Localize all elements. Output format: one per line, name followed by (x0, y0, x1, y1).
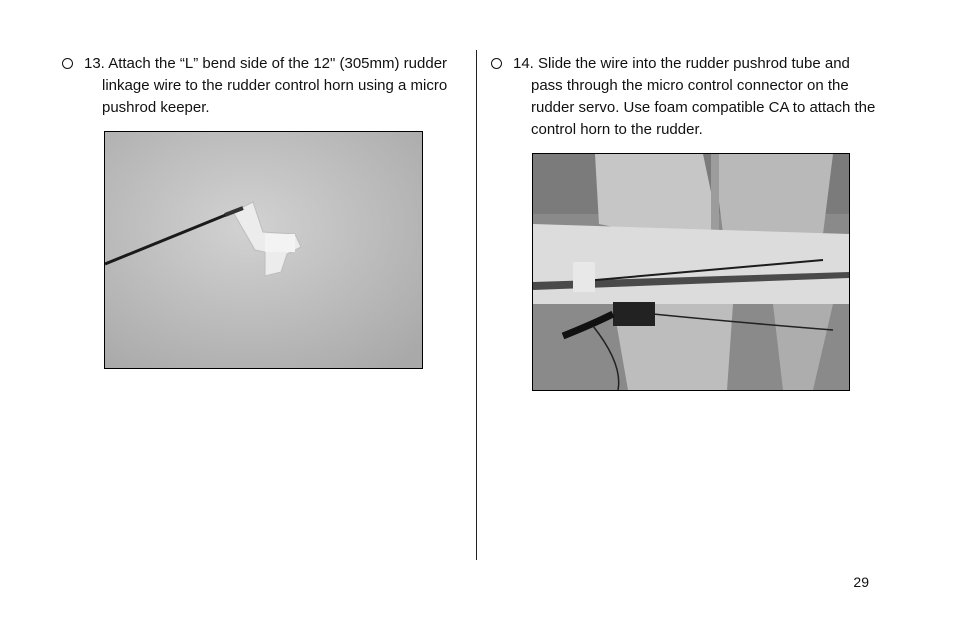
step-14-line-1: 14. Slide the wire into the rudder pushrod tube and (513, 55, 850, 72)
circle-checkbox-icon[interactable] (62, 58, 73, 69)
step-14 (491, 53, 891, 141)
step-13-photo (104, 131, 423, 369)
step-14-line-2: pass through the micro control connector on the (531, 77, 849, 94)
step-13-line-2: linkage wire to the rudder control horn using a micro (102, 77, 448, 94)
step-13-line-1: 13. Attach the “L” bend side of the 12" (305mm) rudder (84, 55, 448, 72)
circle-checkbox-icon[interactable] (491, 58, 502, 69)
step-14-line-3: rudder servo. Use foam compatible CA to attach the (531, 99, 876, 116)
step-13-line-3: pushrod keeper. (102, 99, 210, 116)
step-13 (62, 53, 472, 119)
page-number: 29 (853, 574, 869, 590)
step-14-photo (532, 153, 850, 391)
step-14-line-4: control horn to the rudder. (531, 121, 703, 138)
column-divider (476, 50, 477, 560)
